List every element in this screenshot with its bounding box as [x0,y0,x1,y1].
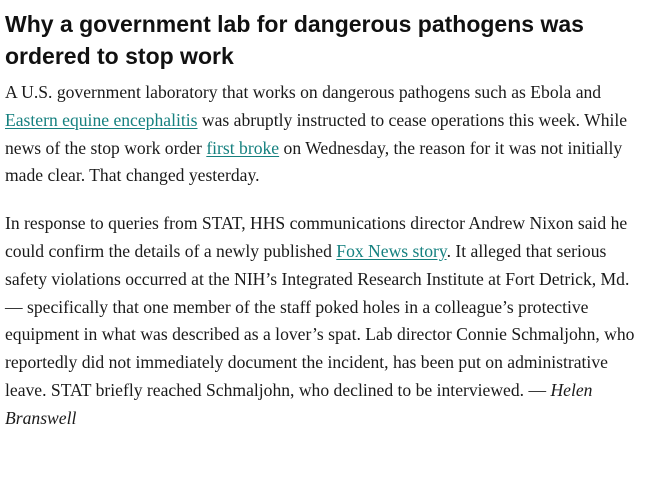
eastern-equine-encephalitis-link[interactable]: Eastern equine encephalitis [5,109,198,130]
paragraph-2 [5,210,641,432]
article-headline: Why a government lab for dangerous pathogens was ordered to stop work [5,11,584,69]
paragraph-1-text-2: was abruptly instructed to cease operations this week. While news of the stop work order [5,109,628,158]
first-broke-link[interactable]: first broke [206,137,280,158]
article [5,8,641,453]
paragraph-2-text-1: In response to queries from STAT, HHS communications director Andrew Nixon said he could confirm the details of a newly published [5,213,628,261]
paragraph-1-text-3: on Wednesday, the reason for it was not initially made clear. That changed yesterday. [5,137,623,186]
fox-news-story-link[interactable]: Fox News story [336,240,447,261]
paragraph-2-text-2: . It alleged that serious safety violations occurred at the NIH’s Integrated Research Institute at Fort Detrick, Md. — specifically that one member of the staff poked holes in a colleague’s protective equipment in what was described as a lover’s spat. Lab director Connie Schmaljohn, who reportedly did not immediately document the incident, has been put on administrative leave. STAT briefly reached Schmaljohn, who declined to be interviewed. — [5,240,635,400]
author-byline: Helen Branswell [5,379,593,428]
paragraph-1-text-1: A U.S. government laboratory that works on dangerous pathogens such as Ebola and [5,82,602,102]
paragraph-1 [5,79,641,190]
